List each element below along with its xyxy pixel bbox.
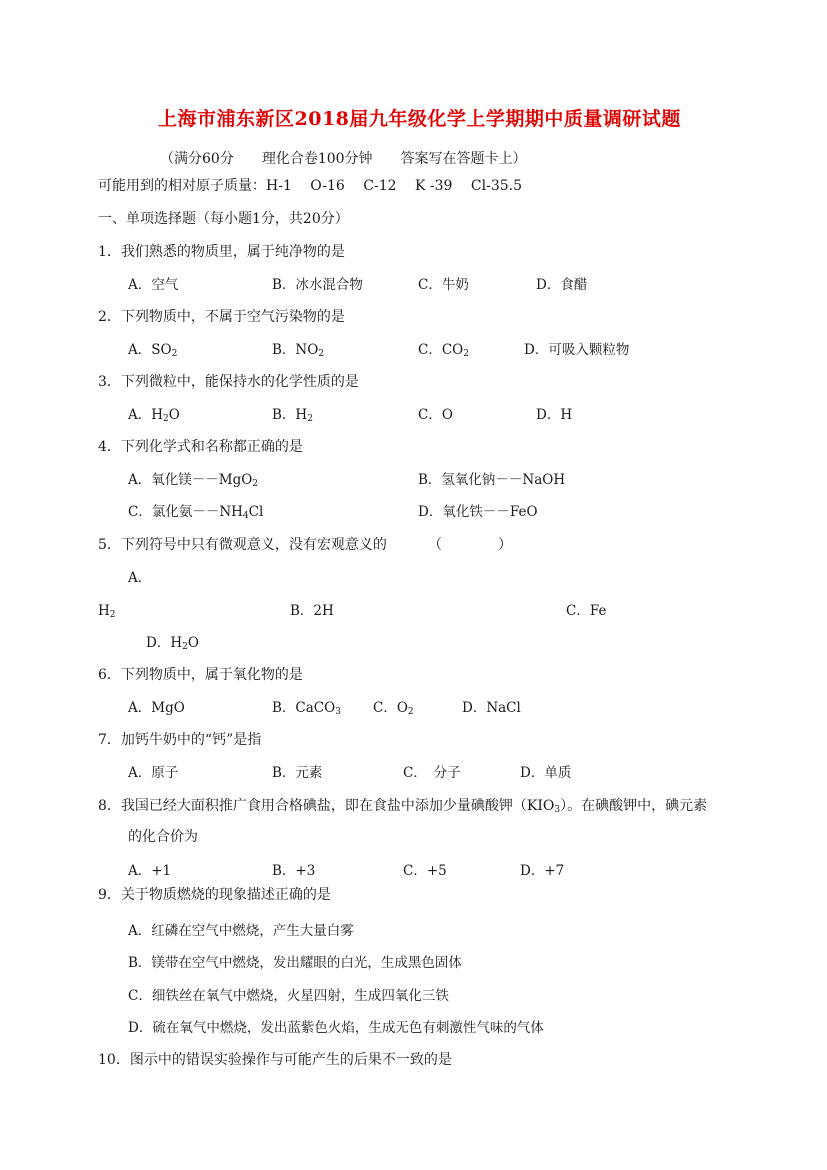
q8-option-b: B．+3 [272, 863, 316, 879]
question-7-stem: 7．加钙牛奶中的“钙”是指 [98, 732, 262, 748]
q3-option-c: C．O [418, 407, 453, 423]
q6-option-c: C．$O_2$ [373, 700, 414, 717]
section-heading: 一、单项选择题（每小题1分，共20分） [98, 211, 349, 227]
question-1-stem: 1．我们熟悉的物质里，属于纯净物的是 [98, 244, 345, 260]
page-title: 上海市浦东新区2018届九年级化学上学期期中质量调研试题 [158, 108, 681, 130]
q4-option-d: D．氧化铁－－FeO [418, 504, 538, 520]
q6-option-b: B．CaCO$_3$ [272, 700, 341, 717]
q1-option-b: B．冰水混合物 [272, 277, 363, 293]
q1-option-d: D．食醋 [536, 277, 588, 293]
question-9-stem: 9．关于物质燃烧的现象描述正确的是 [98, 887, 331, 903]
question-2-stem: 2．下列物质中，不属于空气污染物的是 [98, 309, 345, 325]
q2-option-c: C．$CO_2$ [418, 342, 469, 359]
q7-option-d: D．单质 [520, 765, 572, 781]
q5-option-b: B．2H [290, 603, 334, 619]
q4-option-b: B．氢氧化钠－－NaOH [418, 472, 566, 488]
question-8-stem-line2: 的化合价为 [128, 829, 198, 845]
q6-option-d: D．NaCl [462, 700, 521, 716]
q5-option-a-formula: $H_2$ [98, 603, 116, 620]
q5-option-d: D．$H_2O$ [146, 635, 199, 652]
atomic-masses: 可能用到的相对原子质量：H-1 O-16 C-12 K -39 Cl-35.5 [98, 178, 522, 194]
q3-option-b: B．$H_2$ [272, 407, 313, 424]
q8-option-c: C．+5 [403, 863, 447, 879]
q8-option-a: A．+1 [128, 863, 172, 879]
question-8-stem: 8．我国已经大面积推广食用合格碘盐，即在食盐中添加少量碘酸钾$(KIO_3)$。在碘酸钾中，碘元素 [98, 798, 708, 815]
q4-option-c: C．氯化氨$--NH_4Cl$ [128, 504, 264, 521]
q5-option-c: C．Fe [566, 603, 607, 619]
q4-option-a: A．氧化镁－－MgO$_2$ [128, 472, 259, 489]
question-6-stem: 6．下列物质中，属于氧化物的是 [98, 667, 303, 683]
q2-option-b: B．$NO_2$ [272, 342, 325, 359]
q9-option-b: B．镁带在空气中燃烧，发出耀眼的白光，生成黑色固体 [128, 955, 462, 971]
question-5-stem: 5．下列符号中只有微观意义，没有宏观意义的 [98, 537, 387, 553]
question-10-stem: 10．图示中的错误实验操作与可能产生的后果不一致的是 [98, 1052, 452, 1068]
q7-option-c: C． 分子 [403, 765, 461, 781]
question-4-stem: 4．下列化学式和名称都正确的是 [98, 439, 303, 455]
q9-option-d: D．硫在氧气中燃烧，发出蓝紫色火焰，生成无色有刺激性气味的气体 [128, 1020, 544, 1036]
q7-option-a: A．原子 [128, 765, 179, 781]
q2-option-a: A．$SO_2$ [128, 342, 178, 359]
q3-option-a: A．$H_2O$ [128, 407, 180, 424]
q5-option-a: A． [128, 570, 152, 586]
q1-option-a: A．空气 [128, 277, 179, 293]
q1-option-c: C．牛奶 [418, 277, 469, 293]
q6-option-a: A．MgO [128, 700, 185, 716]
q9-option-c: C．细铁丝在氧气中燃烧，火星四射，生成四氧化三铁 [128, 988, 449, 1004]
exam-subtitle: （满分60分 理化合卷100分钟 答案写在答题卡上） [160, 151, 527, 167]
question-3-stem: 3．下列微粒中，能保持水的化学性质的是 [98, 374, 359, 390]
q2-option-d: D．可吸入颗粒物 [524, 342, 630, 358]
q8-option-d: D．+7 [520, 863, 565, 879]
q5-answer-paren: （ ） [428, 537, 512, 553]
q3-option-d: D．H [536, 407, 573, 423]
q9-option-a: A．红磷在空气中燃烧，产生大量白雾 [128, 923, 354, 939]
q7-option-b: B．元素 [272, 765, 323, 781]
